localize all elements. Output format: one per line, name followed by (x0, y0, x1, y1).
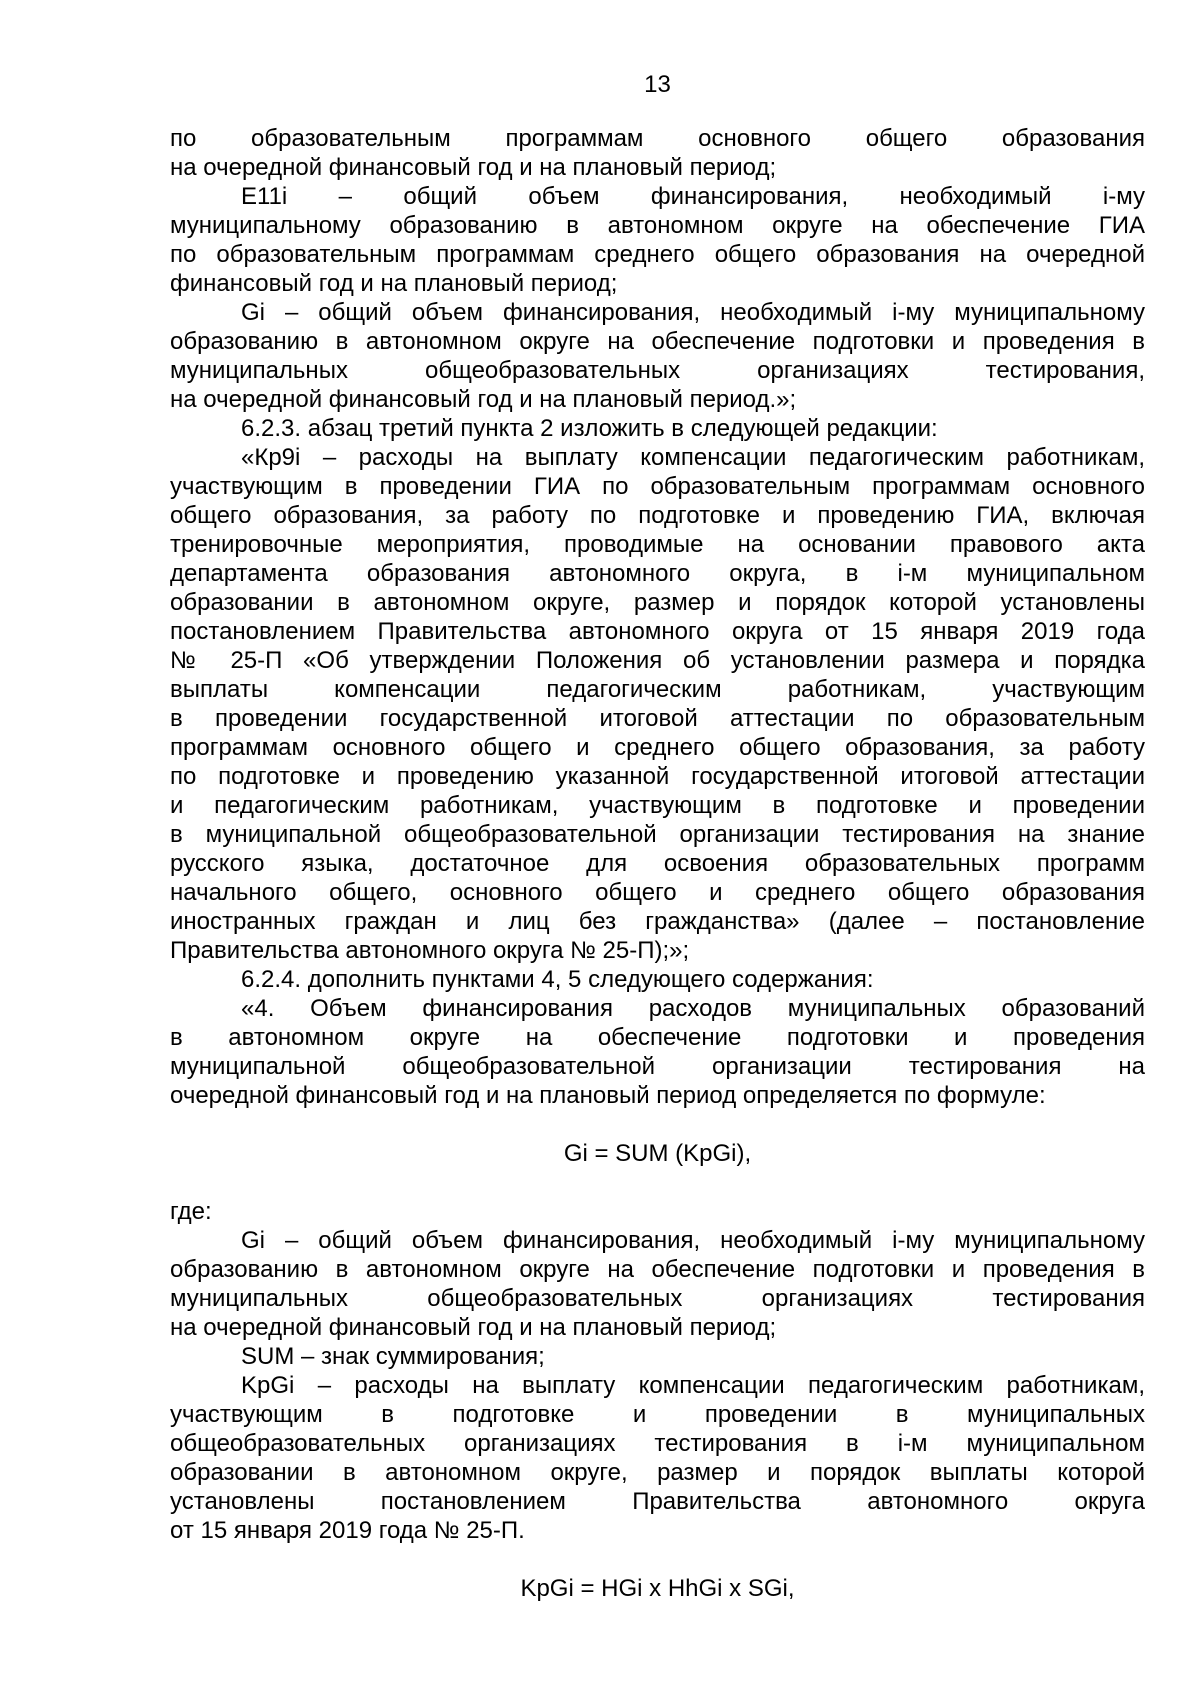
text-line: муниципальному образованию в автономном округе на обеспечение ГИА (170, 212, 1145, 239)
text-line: общего образования, за работу по подготовке и проведению ГИА, включая (170, 502, 1145, 529)
text-line: образовании в автономном округе, размер и порядок которой установлены (170, 589, 1145, 616)
text-line: на очередной финансовый год и на плановый период; (170, 154, 777, 181)
text-line: очередной финансовый год и на плановый период определяется по формуле: (170, 1082, 1046, 1109)
text-line: выплаты компенсации педагогическим работникам, участвующим (170, 676, 1145, 703)
text-line: Правительства автономного округа № 25-П);»; (170, 937, 690, 964)
text-line: общеобразовательных организациях тестирования в i-м муниципальном (170, 1430, 1145, 1457)
text-line: постановлением Правительства автономного округа от 15 января 2019 года (170, 618, 1145, 645)
text-line: «4. Объем финансирования расходов муниципальных образований (241, 995, 1145, 1022)
text-line: в проведении государственной итоговой аттестации по образовательным (170, 705, 1145, 732)
text-line: в автономном округе на обеспечение подготовки и проведения (170, 1024, 1145, 1051)
text-line: финансовый год и на плановый период; (170, 270, 618, 297)
blank-line (170, 1545, 1145, 1574)
text-line: Gi – общий объем финансирования, необходимый i-му муниципальному (241, 299, 1145, 326)
text-line: установлены постановлением Правительства автономного округа (170, 1488, 1145, 1515)
text-line: на очередной финансовый год и на плановый период.»; (170, 386, 797, 413)
text-line: муниципальной общеобразовательной организации тестирования на (170, 1053, 1145, 1080)
text-line: SUM – знак суммирования; (241, 1343, 545, 1370)
text-line: муниципальных общеобразовательных организациях тестирования (170, 1285, 1145, 1312)
text-line: где: (170, 1198, 212, 1225)
text-line: на очередной финансовый год и на плановый период; (170, 1314, 777, 1341)
document-body (170, 124, 1145, 1603)
text-line: по подготовке и проведению указанной государственной итоговой аттестации (170, 763, 1145, 790)
text-line: в муниципальной общеобразовательной организации тестирования на знание (170, 821, 1145, 848)
page-number: 13 (644, 71, 671, 98)
text-line: 6.2.3. абзац третий пункта 2 изложить в следующей редакции: (241, 415, 938, 442)
text-line: по образовательным программам среднего общего образования на очередной (170, 241, 1145, 268)
text-line: иностранных граждан и лиц без гражданства» (далее – постановление (170, 908, 1145, 935)
formula-line: Gi = SUM (KpGi), (563, 1140, 752, 1167)
text-line: участвующим в проведении ГИА по образовательным программам основного (170, 473, 1145, 500)
text-line: начального общего, основного общего и среднего общего образования (170, 879, 1145, 906)
text-line: муниципальных общеобразовательных организациях тестирования, (170, 357, 1145, 384)
text-line: участвующим в подготовке и проведении в муниципальных (170, 1401, 1145, 1428)
text-line: Gi – общий объем финансирования, необходимый i-му муниципальному (241, 1227, 1145, 1254)
text-line: от 15 января 2019 года № 25-П. (170, 1517, 525, 1544)
text-line: по образовательным программам основного общего образования (170, 125, 1145, 152)
blank-line (170, 1168, 1145, 1197)
text-line: русского языка, достаточное для освоения образовательных программ (170, 850, 1145, 877)
text-line: KpGi – расходы на выплату компенсации педагогическим работникам, (241, 1372, 1145, 1399)
text-line: департамента образования автономного округа, в i-м муниципальном (170, 560, 1145, 587)
text-line: № 25-П «Об утверждении Положения об установлении размера и порядка (170, 647, 1145, 674)
text-line: Е11i – общий объем финансирования, необходимый i-му (241, 183, 1145, 210)
text-line: образованию в автономном округе на обеспечение подготовки и проведения в (170, 1256, 1145, 1283)
blank-line (170, 1110, 1145, 1139)
text-line: и педагогическим работникам, участвующим в подготовке и проведении (170, 792, 1145, 819)
formula-line: KpGi = HGi x HhGi x SGi, (520, 1575, 795, 1602)
text-line: тренировочные мероприятия, проводимые на основании правового акта (170, 531, 1145, 558)
text-line: программам основного общего и среднего общего образования, за работу (170, 734, 1145, 761)
text-line: «Кр9i – расходы на выплату компенсации педагогическим работникам, (241, 444, 1145, 471)
text-line: образовании в автономном округе, размер и порядок выплаты которой (170, 1459, 1145, 1486)
text-line: образованию в автономном округе на обеспечение подготовки и проведения в (170, 328, 1145, 355)
text-line: 6.2.4. дополнить пунктами 4, 5 следующего содержания: (241, 966, 874, 993)
